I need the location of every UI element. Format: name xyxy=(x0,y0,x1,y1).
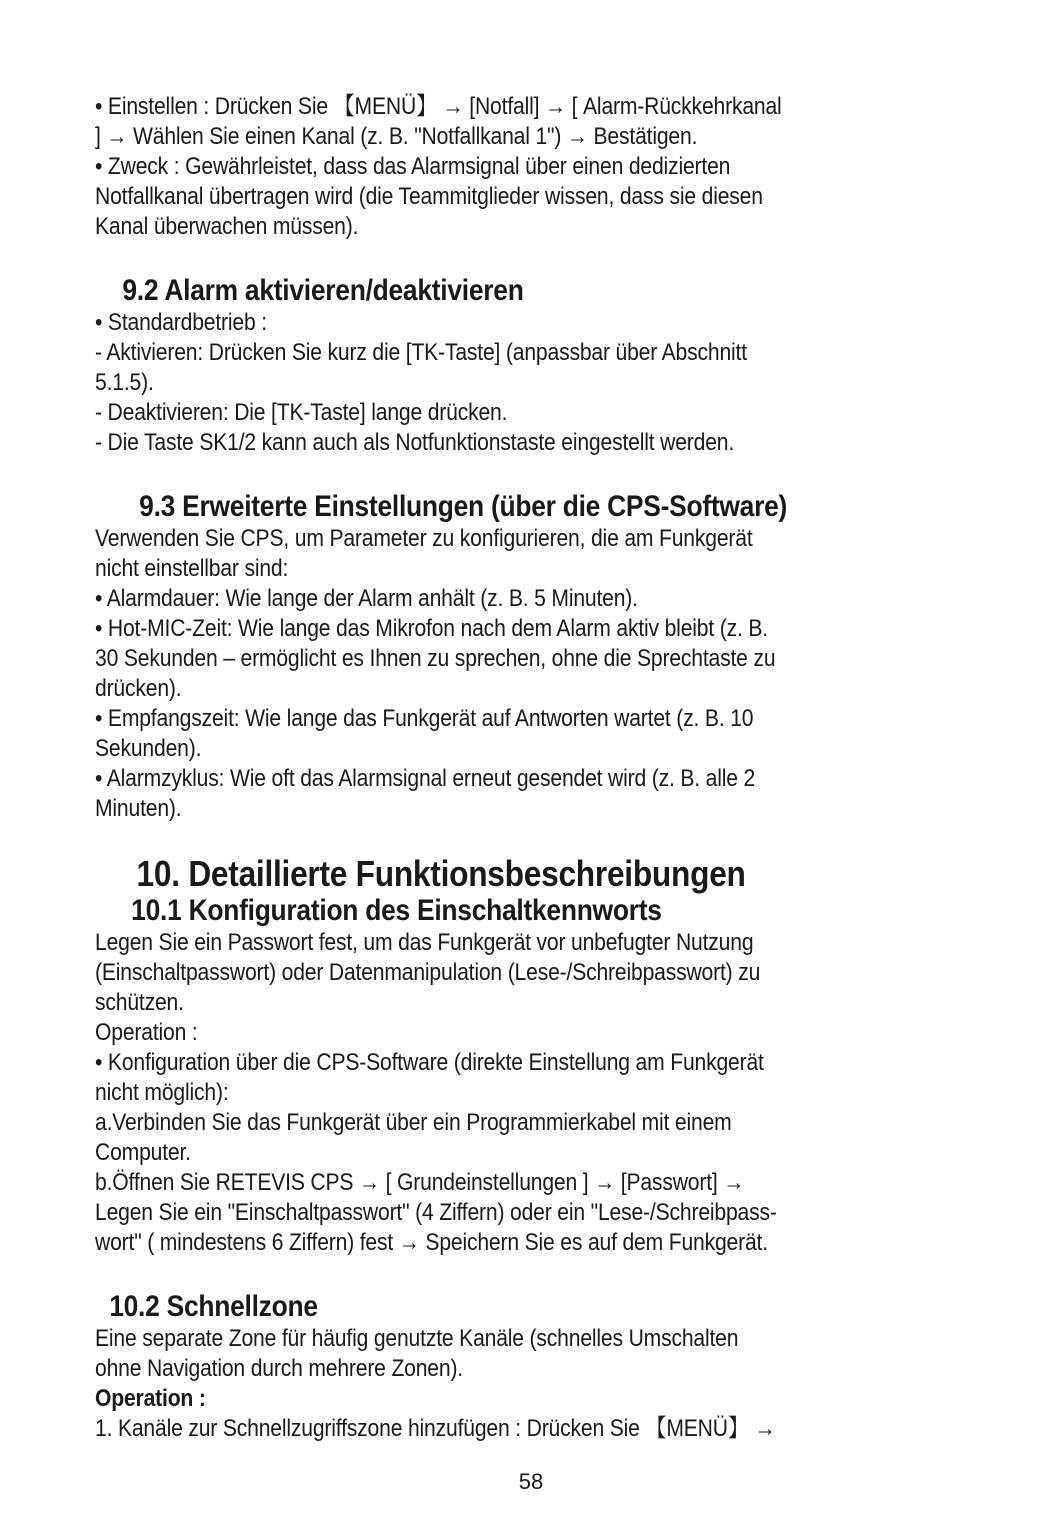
body-line: nicht einstellbar sind: xyxy=(95,555,289,582)
intro-line: Kanal überwachen müssen). xyxy=(95,213,359,240)
body-line: • Konfiguration über die CPS-Software (direkte Einstellung am Funkgerät xyxy=(95,1049,764,1076)
operation-label: Operation : xyxy=(95,1385,206,1412)
body-line: b.Öffnen Sie RETEVIS CPS → [ Grundeinstellungen ] → [Passwort] → xyxy=(95,1169,745,1196)
intro-line: ] → Wählen Sie einen Kanal (z. B. "Notfallkanal 1") → Bestätigen. xyxy=(95,123,698,150)
body-line: • Empfangszeit: Wie lange das Funkgerät auf Antworten wartet (z. B. 10 xyxy=(95,705,754,732)
body-line: a.Verbinden Sie das Funkgerät über ein Programmierkabel mit einem xyxy=(95,1109,732,1136)
page-number: 58 xyxy=(518,1469,544,1494)
body-line: - Aktivieren: Drücken Sie kurz die [TK-Taste] (anpassbar über Abschnitt xyxy=(95,339,747,366)
body-line: drücken). xyxy=(95,675,182,702)
section-heading-10-2: 10.2 Schnellzone xyxy=(109,1290,318,1323)
body-line: Eine separate Zone für häufig genutzte Kanäle (schnelles Umschalten xyxy=(95,1325,739,1352)
body-line: Operation : xyxy=(95,1019,198,1046)
body-line: (Einschaltpasswort) oder Datenmanipulation (Lese-/Schreibpasswort) zu xyxy=(95,959,761,986)
body-line: Legen Sie ein "Einschaltpasswort" (4 Ziffern) oder ein "Lese-/Schreibpass- xyxy=(95,1199,777,1226)
section-heading-10-1: 10.1 Konfiguration des Einschaltkennworts xyxy=(131,894,662,927)
body-line: • Alarmdauer: Wie lange der Alarm anhält (z. B. 5 Minuten). xyxy=(95,585,638,612)
body-line: - Deaktivieren: Die [TK-Taste] lange drücken. xyxy=(95,399,508,426)
body-line: Sekunden). xyxy=(95,735,202,762)
body-line: wort" ( mindestens 6 Ziffern) fest → Speichern Sie es auf dem Funkgerät. xyxy=(95,1229,768,1256)
chapter-heading-10: 10. Detaillierte Funktionsbeschreibungen xyxy=(136,853,746,894)
body-line: ohne Navigation durch mehrere Zonen). xyxy=(95,1355,464,1382)
body-line: • Alarmzyklus: Wie oft das Alarmsignal erneut gesendet wird (z. B. alle 2 xyxy=(95,765,756,792)
body-line: nicht möglich): xyxy=(95,1079,229,1106)
body-line: - Die Taste SK1/2 kann auch als Notfunktionstaste eingestellt werden. xyxy=(95,429,735,456)
section-heading-9-3: 9.3 Erweiterte Einstellungen (über die CPS-Software) xyxy=(139,490,788,523)
body-line: • Hot-MIC-Zeit: Wie lange das Mikrofon nach dem Alarm aktiv bleibt (z. B. xyxy=(95,615,768,642)
section-heading-9-2: 9.2 Alarm aktivieren/deaktivieren xyxy=(122,274,524,307)
body-line: 30 Sekunden – ermöglicht es Ihnen zu sprechen, ohne die Sprechtaste zu xyxy=(95,645,776,672)
body-line: • Standardbetrieb : xyxy=(95,309,267,336)
body-line: Minuten). xyxy=(95,795,182,822)
body-line: 5.1.5). xyxy=(95,369,154,396)
body-line: schützen. xyxy=(95,989,184,1016)
body-line: Legen Sie ein Passwort fest, um das Funkgerät vor unbefugter Nutzung xyxy=(95,929,754,956)
body-line: Verwenden Sie CPS, um Parameter zu konfigurieren, die am Funkgerät xyxy=(95,525,753,552)
body-line: Computer. xyxy=(95,1139,191,1166)
intro-line: Notfallkanal übertragen wird (die Teammitglieder wissen, dass sie diesen xyxy=(95,183,763,210)
intro-line: • Einstellen : Drücken Sie 【MENÜ】 → [Notfall] → [ Alarm-Rückkehrkanal xyxy=(95,93,782,120)
body-line: 1. Kanäle zur Schnellzugriffszone hinzufügen : Drücken Sie 【MENÜ】 → xyxy=(95,1415,776,1442)
intro-line: • Zweck : Gewährleistet, dass das Alarmsignal über einen dedizierten xyxy=(95,153,731,180)
